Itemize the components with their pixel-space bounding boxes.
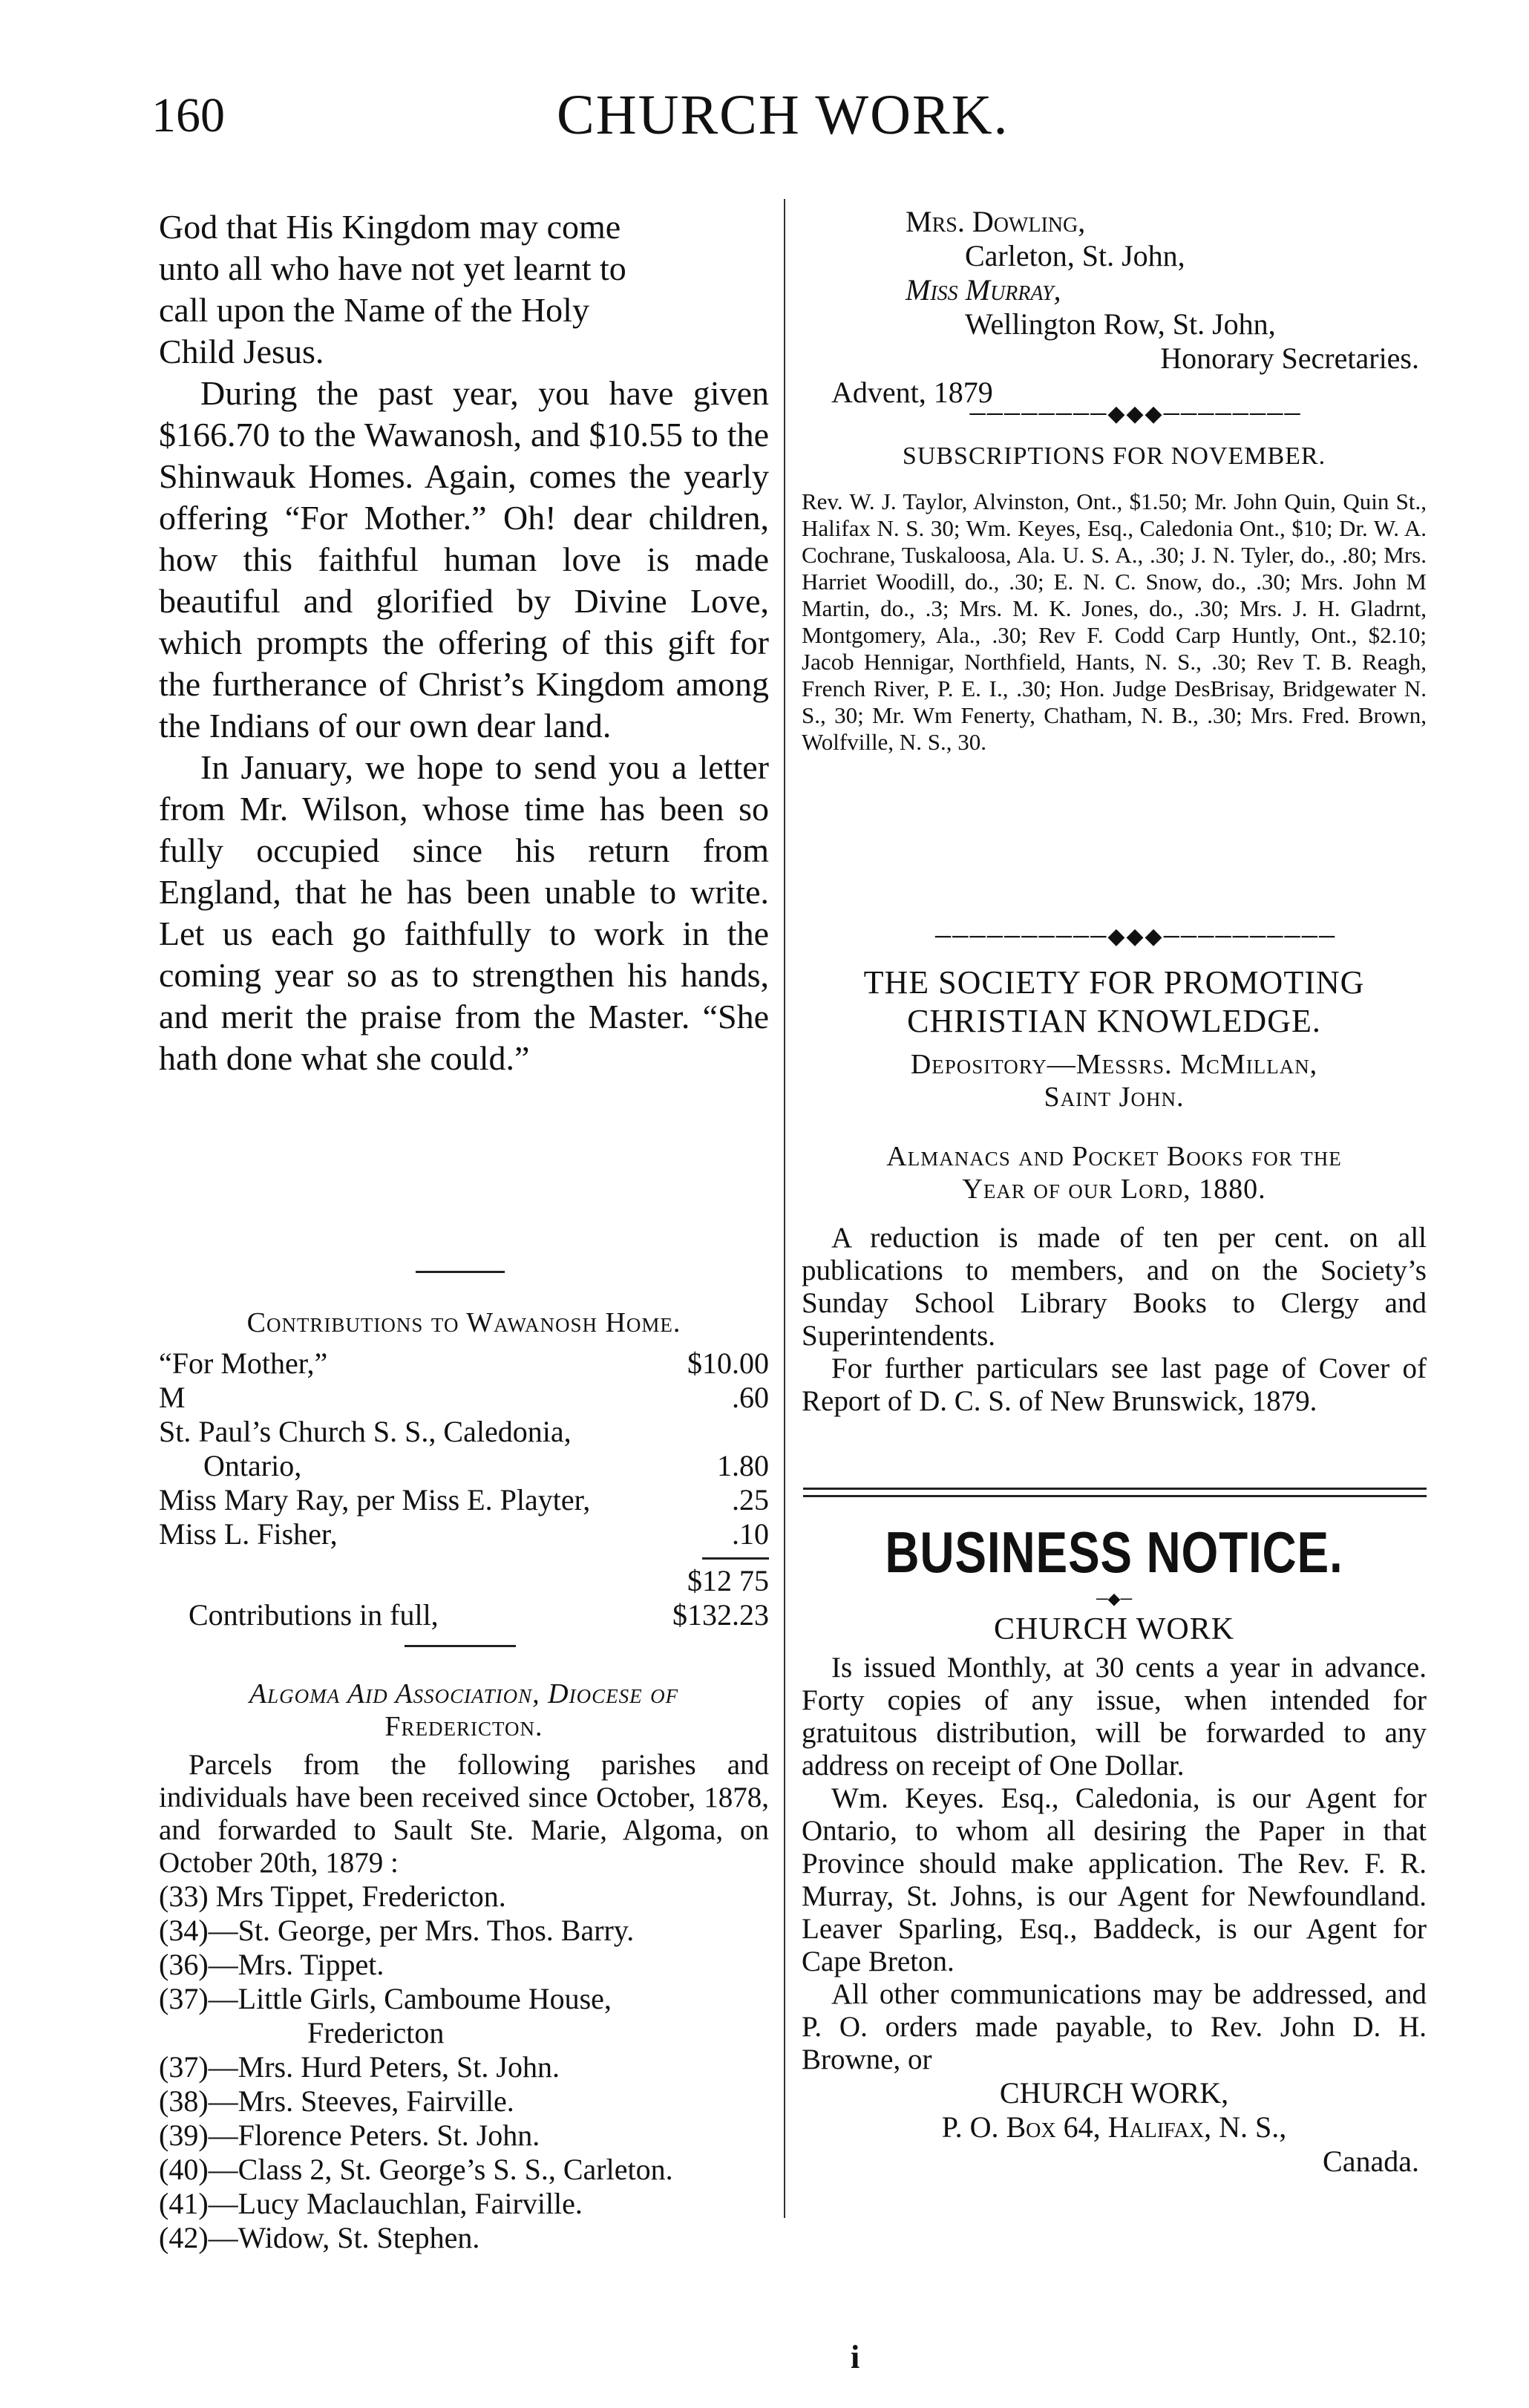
list-item: (34)—St. George, per Mrs. Thos. Barry.	[159, 1914, 635, 1947]
list-item: (40)—Class 2, St. George’s S. S., Carleton.	[159, 2153, 673, 2186]
contribution-subtotal: $12 75	[687, 1564, 769, 1597]
spck-section	[802, 963, 1427, 1418]
contribution-total: Contributions in full, $132.23	[189, 1598, 769, 1632]
list-item: (33) Mrs Tippet, Fredericton.	[159, 1879, 506, 1913]
contribution-row: Ontario, 1.80	[203, 1449, 769, 1482]
communications-paragraph: All other communications may be addressed, and P. O. orders made payable, to Rev. John D. H. Browne, or	[802, 1978, 1427, 2075]
sum-rule	[702, 1557, 769, 1560]
gifts-paragraph: During the past year, you have given $166.70 to the Wawanosh, and $10.55 to the Shinwauk Homes. Again, comes the yearly offering “For Mother.” Oh! dear children, how this faithful human love is made beautiful and glorified by Divine Love, which prompts the offering of this gift for the furtherance of Christ’s Kingdom among the Indians of our own dear land.	[159, 374, 769, 745]
signature-mark: i	[851, 2339, 860, 2375]
intro-line: call upon the Name of the Holy	[159, 291, 589, 329]
small-ornament: ─◆─	[1096, 1589, 1133, 1608]
algoma-heading-2: Fredericton.	[384, 1711, 543, 1742]
divider	[405, 1645, 516, 1647]
contribution-row: Miss L. Fisher, .10	[159, 1517, 769, 1551]
subscriptions-heading: SUBSCRIPTIONS FOR NOVEMBER.	[902, 442, 1326, 470]
list-item: (36)—Mrs. Tippet.	[159, 1948, 384, 1981]
contribution-row: M .60	[159, 1381, 769, 1414]
column-divider	[784, 199, 785, 2218]
contribution-row: Miss Mary Ray, per Miss E. Playter, .25	[159, 1483, 769, 1517]
divider	[416, 1271, 505, 1273]
almanacs-heading: Year of our Lord, 1880.	[962, 1174, 1266, 1205]
contribution-row: St. Paul’s Church S. S., Caledonia,	[159, 1415, 572, 1448]
signer-name: Mrs. Dowling,	[906, 205, 1086, 238]
list-item: (37)—Little Girls, Camboume House,	[159, 1982, 612, 2015]
algoma-section	[159, 1678, 769, 2255]
business-title: BUSINESS NOTICE.	[885, 1519, 1343, 1585]
parcel-list	[159, 1879, 769, 2255]
ornamental-divider: ──────────◆◆◆──────────	[934, 924, 1337, 949]
depository-line: Saint John.	[1044, 1082, 1185, 1113]
intro-paragraph	[159, 206, 769, 373]
signers-block	[802, 205, 1427, 410]
ornamental-divider: ────────◆◆◆────────	[969, 402, 1302, 426]
signer-address: Wellington Row, St. John,	[965, 307, 1276, 341]
subscriptions-section	[802, 442, 1427, 756]
left-column	[159, 206, 769, 1079]
address-line: Canada.	[1323, 2144, 1419, 2178]
list-item: Fredericton	[307, 2016, 445, 2049]
list-item: (38)—Mrs. Steeves, Fairville.	[159, 2084, 514, 2118]
contribution-row: “For Mother,” $10.00	[159, 1347, 769, 1380]
church-work-heading: CHURCH WORK	[993, 1612, 1235, 1646]
spck-title: THE SOCIETY FOR PROMOTING	[863, 964, 1365, 1001]
double-rule	[803, 1495, 1427, 1497]
algoma-heading: Algoma Aid Association, Diocese of	[249, 1678, 679, 1710]
signer-address: Carleton, St. John,	[965, 239, 1185, 272]
contributions-section	[159, 1306, 769, 1632]
business-section	[802, 1519, 1427, 2179]
depository-line: Depository—Messrs. McMillan,	[910, 1049, 1318, 1080]
signer-name: Miss Murray,	[906, 273, 1061, 307]
intro-line: Child Jesus.	[159, 333, 324, 370]
page-number: 160	[151, 88, 225, 143]
date-line: Advent, 1879	[831, 376, 993, 409]
subscriptions-list: Rev. W. J. Taylor, Alvinston, Ont., $1.50; Mr. John Quin, Quin St., Halifax N. S. 30; Wm. Keyes, Esq., Caledonia Ont., $10; Dr. W. A. Cochrane, Tuskaloosa, Ala. U. S. A., .30; J. N. Tyler, do., .80; Mrs. Harriet Woodill, do., .30; E. N. C. Snow, do., .30; Mrs. John M Martin, do., .3; Mrs. M. K. Jones, do., .30; Mrs. J. H. Gladrnt, Montgomery, Ala., .30; Rev F. Codd Carp Huntly, Ont., $2.10; Jacob Hennigar, Northfield, Hants, N. S., .30; Rev T. B. Reagh, French River, P. E. I., .30; Hon. Judge DesBrisay, Bridgewater N. S., 30; Mr. Wm Fenerty, Chatham, N. B., .30; Mrs. Fred. Brown, Wolfville, N. S., 30.	[802, 488, 1427, 755]
january-paragraph: In January, we hope to send you a letter from Mr. Wilson, whose time has been so fully occupied since his return from England, that he has been unable to write. Let us each go faithfully to work in the coming year so as to strengthen his hands, and merit the praise from the Master. “She hath done what she could.”	[159, 748, 769, 1077]
contributions-heading: Contributions to Wawanosh Home.	[246, 1307, 681, 1338]
issued-paragraph: Is issued Monthly, at 30 cents a year in advance. Forty copies of any issue, when intended for gratuitous distribution, will be forwarded to any address on receipt of One Dollar.	[802, 1652, 1427, 1782]
double-rule	[803, 1488, 1427, 1490]
agent-paragraph: Wm. Keyes. Esq., Caledonia, is our Agent for Ontario, to whom all desiring the Paper in that Province should make application. The Rev. F. R. Murray, St. Johns, is our Agent for Newfoundland. Leaver Sparling, Esq., Baddeck, is our Agent for Cape Breton.	[802, 1782, 1427, 1977]
signer-role: Honorary Secretaries.	[1160, 341, 1419, 375]
intro-line: unto all who have not yet learnt to	[159, 249, 626, 287]
list-item: (39)—Florence Peters. St. John.	[159, 2119, 540, 2152]
reduction-paragraph: A reduction is made of ten per cent. on all publications to members, and on the Society’s Sunday School Library Books to Clergy and Superintendents.	[802, 1222, 1427, 1352]
address-line: CHURCH WORK,	[999, 2076, 1229, 2110]
spck-title: CHRISTIAN KNOWLEDGE.	[907, 1003, 1321, 1039]
almanacs-heading: Almanacs and Pocket Books for the	[886, 1141, 1342, 1172]
intro-line: God that His Kingdom may come	[159, 208, 621, 246]
page-title: CHURCH WORK.	[557, 84, 1009, 146]
address-line: P. O. Box 64, Halifax, N. S.,	[941, 2110, 1287, 2144]
list-item: (37)—Mrs. Hurd Peters, St. John.	[159, 2050, 560, 2084]
list-item: (41)—Lucy Maclauchlan, Fairville.	[159, 2187, 583, 2220]
algoma-paragraph: Parcels from the following parishes and individuals have been received since October, 1878, and forwarded to Sault Ste. Marie, Algoma, on October 20th, 1879 :	[159, 1749, 769, 1879]
list-item: (42)—Widow, St. Stephen.	[159, 2221, 480, 2254]
further-paragraph: For further particulars see last page of Cover of Report of D. C. S. of New Brunswick, 1879.	[802, 1352, 1427, 1417]
